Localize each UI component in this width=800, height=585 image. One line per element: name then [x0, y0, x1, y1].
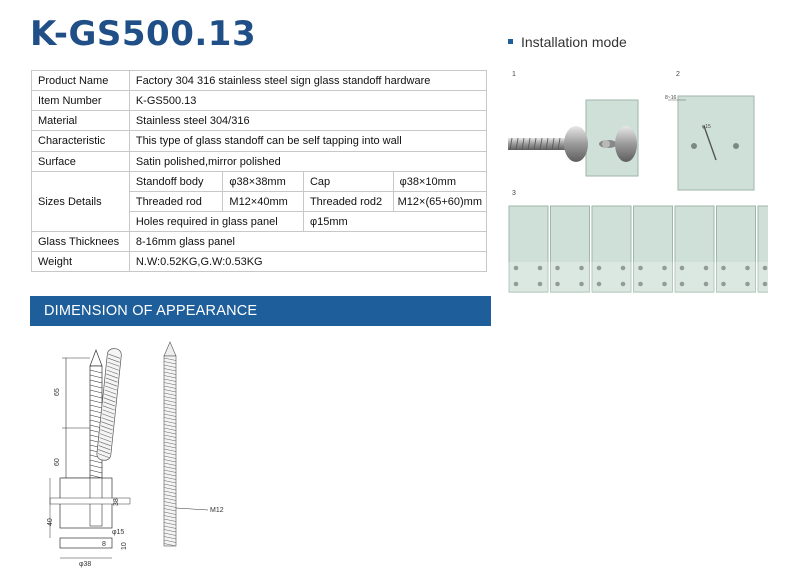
install-step1-image	[508, 78, 658, 178]
spec-label: Material	[32, 111, 130, 131]
dim-phi38-label: φ38	[79, 561, 92, 568]
spec-label: Characteristic	[32, 131, 130, 152]
spec-value: K-GS500.13	[129, 91, 486, 111]
size-label: Cap	[303, 172, 393, 192]
spec-value: Satin polished,mirror polished	[129, 152, 486, 172]
dimension-drawing	[30, 338, 290, 573]
thickness-dim-label: 8~16	[665, 95, 677, 101]
spec-label: Sizes Details	[32, 172, 130, 232]
size-label: Threaded rod2	[303, 192, 393, 212]
size-value: φ38×10mm	[393, 172, 486, 192]
size-value: φ38×38mm	[223, 172, 304, 192]
dim-phi15-label: φ15	[112, 529, 125, 536]
size-value: M12×40mm	[223, 192, 304, 212]
install-step3-image	[508, 204, 768, 294]
hole-dim-label: φ15	[702, 124, 711, 130]
step-number: 3	[512, 190, 516, 197]
table-row	[32, 232, 487, 252]
spec-value: This type of glass standoff can be self tapping into wall	[129, 131, 486, 152]
spec-label: Surface	[32, 152, 130, 172]
table-row	[32, 71, 487, 91]
dim-8-label: 8	[102, 541, 106, 548]
install-step2-image	[664, 94, 758, 192]
size-value: φ15mm	[303, 212, 486, 232]
spec-value: Stainless steel 304/316	[129, 111, 486, 131]
table-row	[32, 91, 487, 111]
table-row	[32, 111, 487, 131]
bullet-icon	[508, 39, 513, 44]
step-number: 1	[512, 71, 516, 78]
spec-label: Item Number	[32, 91, 130, 111]
dim-10-label: 10	[121, 542, 128, 550]
installation-title: Installation mode	[521, 34, 627, 50]
size-label: Holes required in glass panel	[129, 212, 303, 232]
spec-value: N.W:0.52KG,G.W:0.53KG	[129, 252, 486, 272]
table-row	[32, 252, 487, 272]
size-value: M12×(65+60)mm	[393, 192, 486, 212]
spec-value: Factory 304 316 stainless steel sign glass standoff hardware	[129, 71, 486, 91]
size-label: Standoff body	[129, 172, 223, 192]
table-row	[32, 152, 487, 172]
spec-label: Weight	[32, 252, 130, 272]
m12-label: M12	[210, 507, 224, 514]
step-number: 2	[676, 71, 680, 78]
table-row	[32, 131, 487, 152]
spec-value: 8-16mm glass panel	[129, 232, 486, 252]
dim-65-label: 65	[54, 388, 61, 396]
dim-60-label: 60	[54, 458, 61, 466]
spec-table	[31, 70, 487, 272]
installation-heading	[508, 34, 627, 50]
table-row	[32, 172, 487, 192]
product-code-title: K-GS500.13	[30, 14, 257, 54]
dim-38-label: 38	[113, 498, 120, 506]
spec-label: Glass Thicknees	[32, 232, 130, 252]
size-label: Threaded rod	[129, 192, 223, 212]
dim-40-label: 40	[47, 518, 54, 526]
dimension-section-header: DIMENSION OF APPEARANCE	[30, 296, 491, 326]
spec-label: Product Name	[32, 71, 130, 91]
